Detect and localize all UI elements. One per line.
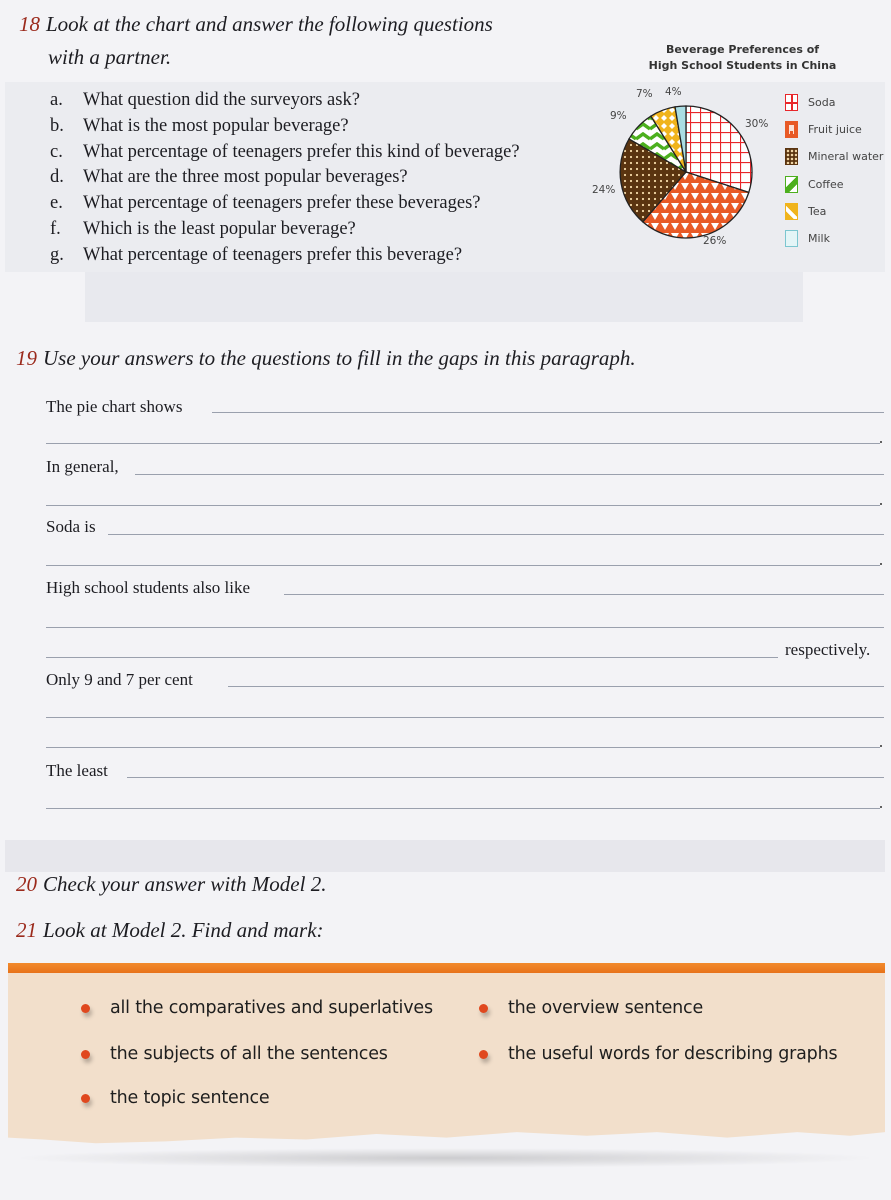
chart-legend [785, 89, 883, 252]
answer-gap-line[interactable] [46, 627, 884, 628]
answer-gap-line[interactable] [46, 717, 884, 718]
question-letter: d. [50, 167, 64, 188]
answer-gap-line[interactable] [127, 777, 884, 778]
mark-item-overview [479, 998, 703, 1018]
mark-item-text: the overview sentence [508, 998, 704, 1018]
legend-item-tea [785, 198, 883, 225]
legend-label: Coffee [808, 177, 844, 191]
section-18-heading [19, 12, 493, 36]
mark-item-text: the topic sentence [110, 1088, 270, 1108]
bullet-icon [81, 1004, 90, 1013]
legend-label: Tea [808, 204, 827, 218]
legend-item-soda [785, 89, 883, 116]
prompt-soda-is: Soda is [46, 517, 96, 536]
question-letter: b. [50, 115, 64, 136]
milk-swatch-icon [785, 230, 798, 247]
answer-gap-line[interactable] [228, 686, 884, 687]
mineral-water-swatch-icon [785, 148, 798, 165]
label-coffee-pct: 9% [610, 110, 627, 122]
section-18-heading-cont [48, 45, 171, 69]
question-item [50, 217, 520, 243]
label-milk-pct: 4% [665, 86, 682, 98]
chart-title-line: High School Students in China [648, 59, 837, 72]
label-mineral-water-pct: 24% [592, 184, 616, 196]
fruit-juice-swatch-icon [785, 121, 798, 138]
section-20-heading [16, 872, 326, 896]
prompt-students-also-like: High school students also like [46, 578, 250, 597]
question-text: What percentage of teenagers prefer this kind of beverage? [83, 141, 520, 162]
soda-swatch-icon [785, 94, 798, 111]
question-item [50, 243, 520, 269]
bullet-icon [81, 1050, 90, 1059]
question-letter: g. [50, 244, 64, 265]
mark-item-text: the useful words for describing graphs [508, 1044, 838, 1064]
period-mark [880, 503, 882, 505]
prompt-the-least: The least [46, 761, 108, 780]
answer-gap-line[interactable] [108, 534, 884, 535]
legend-label: Mineral water [808, 150, 884, 164]
bullet-icon [81, 1094, 90, 1103]
answer-gap-line[interactable] [46, 443, 880, 444]
question-item [50, 165, 520, 191]
question-item [50, 88, 520, 114]
section-21-heading [16, 918, 324, 942]
question-text: What percentage of teenagers prefer these beverages? [83, 193, 481, 214]
section-instruction: Use your answers to the questions to fill in the gaps in this paragraph. [43, 346, 636, 370]
question-text: What percentage of teenagers prefer this beverage? [83, 244, 463, 265]
prompt-pie-chart-shows: The pie chart shows [46, 397, 183, 416]
answer-gap-line[interactable] [46, 747, 880, 748]
legend-label: Soda [808, 96, 836, 110]
tip-box-stripe [8, 963, 885, 973]
answer-gap-line[interactable] [46, 808, 880, 809]
prompt-respectively: respectively. [785, 640, 871, 659]
background-bleed [5, 840, 885, 872]
question-text: Which is the least popular beverage? [83, 218, 356, 239]
bullet-icon [479, 1050, 488, 1059]
period-mark [880, 745, 882, 747]
prompt-in-general: In general, [46, 457, 119, 476]
question-list [50, 88, 520, 269]
tea-swatch-icon [785, 203, 798, 220]
mark-item-text: all the comparatives and superlatives [110, 998, 433, 1018]
question-letter: c. [50, 141, 63, 162]
coffee-swatch-icon [785, 176, 798, 193]
period-mark [880, 563, 882, 565]
section-instruction: Check your answer with Model 2. [43, 872, 327, 896]
mark-item-topic-sentence [81, 1088, 270, 1108]
chart-title-line: Beverage Preferences of [665, 43, 820, 56]
answer-gap-line[interactable] [46, 565, 880, 566]
answer-gap-line[interactable] [135, 474, 884, 475]
answer-gap-line[interactable] [46, 505, 880, 506]
label-soda-pct: 30% [745, 118, 769, 130]
section-number: 20 [16, 872, 37, 896]
section-instruction-cont: with a partner. [48, 45, 172, 69]
mark-item-subjects [81, 1044, 388, 1064]
answer-gap-line[interactable] [212, 412, 884, 413]
section-instruction: Look at Model 2. Find and mark: [43, 918, 324, 942]
legend-item-coffee [785, 171, 883, 198]
bullet-icon [479, 1004, 488, 1013]
label-tea-pct: 7% [636, 88, 653, 100]
background-bleed [85, 272, 803, 322]
mark-item-text: the subjects of all the sentences [110, 1044, 388, 1064]
mark-item-useful-words [479, 1044, 837, 1064]
answer-gap-line[interactable] [284, 594, 884, 595]
question-text: What are the three most popular beverages? [83, 167, 408, 188]
question-letter: e. [50, 193, 63, 214]
section-instruction: Look at the chart and answer the following questions [46, 12, 493, 36]
mark-item-comparatives [81, 998, 433, 1018]
prompt-only-9-and-7: Only 9 and 7 per cent [46, 670, 193, 689]
question-text: What question did the surveyors ask? [83, 90, 360, 110]
legend-label: Fruit juice [808, 123, 862, 137]
period-mark [880, 806, 882, 808]
legend-item-fruit-juice [785, 116, 883, 143]
question-item [50, 191, 520, 217]
answer-gap-line[interactable] [46, 657, 778, 658]
pie-chart [580, 82, 780, 262]
period-mark [880, 441, 882, 443]
section-19-heading [16, 346, 636, 370]
question-item [50, 140, 520, 166]
legend-item-milk [785, 225, 883, 252]
question-letter: f. [50, 218, 61, 239]
label-fruit-juice-pct: 26% [703, 235, 727, 247]
question-text: What is the most popular beverage? [83, 115, 349, 136]
chart-title [640, 42, 845, 74]
legend-label: Milk [808, 232, 830, 246]
section-number: 18 [19, 12, 40, 36]
section-number: 21 [16, 918, 37, 942]
legend-item-mineral-water [785, 143, 883, 170]
question-item [50, 114, 520, 140]
section-number: 19 [16, 346, 37, 370]
question-letter: a. [50, 90, 63, 110]
